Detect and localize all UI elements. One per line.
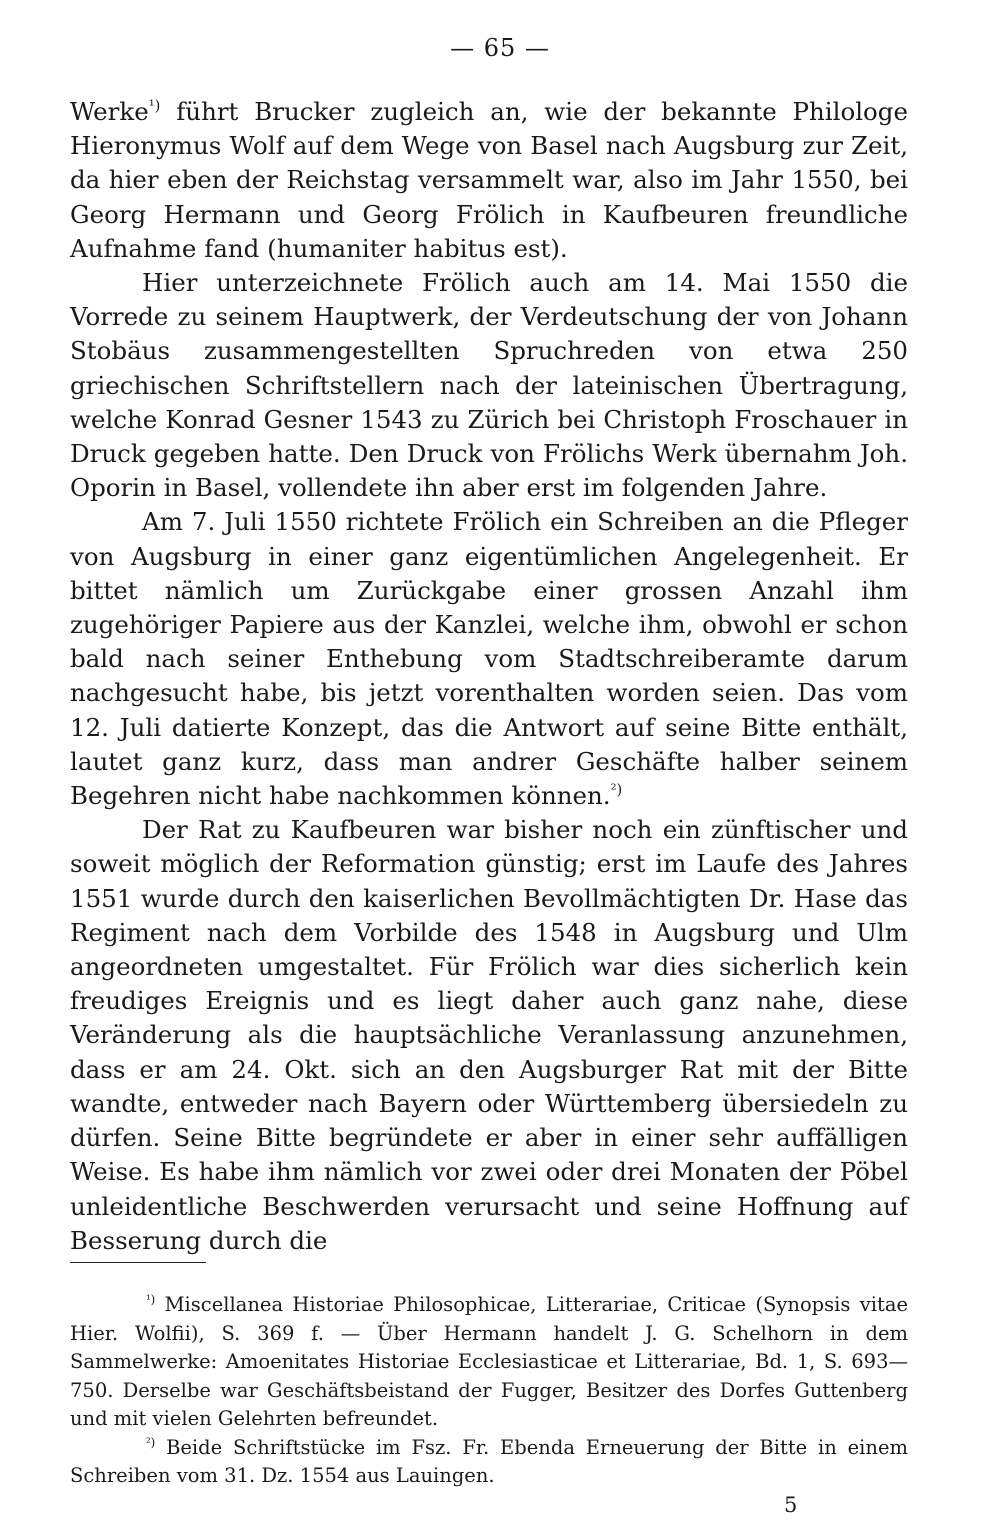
paragraph-1-start: Werke [70, 97, 149, 126]
paragraph-1 [70, 95, 908, 266]
signature-mark: 5 [784, 1493, 798, 1517]
body-text [70, 95, 908, 1258]
paragraph-3-text: Am 7. Juli 1550 richtete Frölich ein Schreiben an die Pfleger von Augsburg in einer ganz eigentümlichen Angelegenheit. Er bittet nämlich um Zurückgabe einer grossen Anzahl ihm zugehöriger Papiere aus der Kanzlei, welche ihm, obwohl er schon bald nach seiner Enthebung vom Stadtschreiberamte darum nachgesucht habe, bis jetzt vorenthalten worden seien. Das vom 12. Juli datierte Konzept, das die Antwort auf seine Bitte enthält, lautet ganz kurz, dass man andrer Geschäfte halber seinem Begehren nicht habe nachkommen können. [70, 507, 908, 811]
paragraph-3 [70, 505, 908, 813]
footnote-1-mark: ¹) [146, 1292, 156, 1307]
footnote-2-text: Beide Schriftstücke im Fsz. Fr. Ebenda Erneuerung der Bitte in einem Schreiben vom 31. Dz. 1554 aus Lauingen. [70, 1435, 908, 1487]
footnote-1 [70, 1291, 908, 1434]
footnote-ref-1: ¹) [148, 97, 161, 115]
footnotes [70, 1291, 908, 1491]
footnote-ref-2: ²) [610, 781, 623, 799]
footnote-2 [70, 1434, 908, 1491]
paragraph-2: Hier unterzeichnete Frölich auch am 14. Mai 1550 die Vorrede zu seinem Hauptwerk, der Verdeutschung der von Johann Stobäus zusammengestellten Spruchreden von etwa 250 griechischen Schriftstellern nach der lateinischen Übertragung, welche Konrad Gesner 1543 zu Zürich bei Christoph Froschauer in Druck gegeben hatte. Den Druck von Frölichs Werk übernahm Joh. Oporin in Basel, vollendete ihn aber erst im folgenden Jahre. [70, 268, 908, 503]
footnote-divider [70, 1262, 206, 1263]
paragraph-4: Der Rat zu Kaufbeuren war bisher noch ein zünftischer und soweit möglich der Reformation günstig; erst im Laufe des Jahres 1551 wurde durch den kaiserlichen Bevollmächtigten Dr. Hase das Regiment nach dem Vorbilde des 1548 in Augsburg und Ulm angeordneten umgestaltet. Für Frölich war dies sicherlich kein freudiges Ereignis und es liegt daher auch ganz nahe, diese Veränderung als die hauptsächliche Veranlassung anzunehmen, dass er am 24. Okt. sich an den Augsburger Rat mit der Bitte wandte, entweder nach Bayern oder Württemberg übersiedeln zu dürfen. Seine Bitte begründete er aber in einer sehr auffälligen Weise. Es habe ihm nämlich vor zwei oder drei Monaten der Pöbel unleidentliche Beschwerden verursacht und seine Hoffnung auf Besserung durch die [70, 815, 908, 1255]
paragraph-1-rest: führt Brucker zugleich an, wie der bekannte Philologe Hieronymus Wolf auf dem Wege von Basel nach Augsburg zur Zeit, da hier eben der Reichstag versammelt war, also im Jahr 1550, bei Georg Hermann und Georg Frölich in Kaufbeuren freundliche Aufnahme fand (humaniter habitus est). [70, 97, 908, 263]
footnote-1-text: Miscellanea Historiae Philosophicae, Litterariae, Criticae (Synopsis vitae Hier. Wolfii), S. 369 f. — Über Hermann handelt J. G. Schelhorn in dem Sammelwerke: Amoenitates Historiae Ecclesiasticae et Litterariae, Bd. 1, S. 693—750. Derselbe war Geschäftsbeistand der Fugger, Besitzer des Dorfes Guttenberg und mit vielen Gelehrten befreundet. [70, 1293, 908, 1430]
footnote-2-mark: ²) [146, 1434, 156, 1449]
page-number: — 65 — [450, 34, 550, 62]
